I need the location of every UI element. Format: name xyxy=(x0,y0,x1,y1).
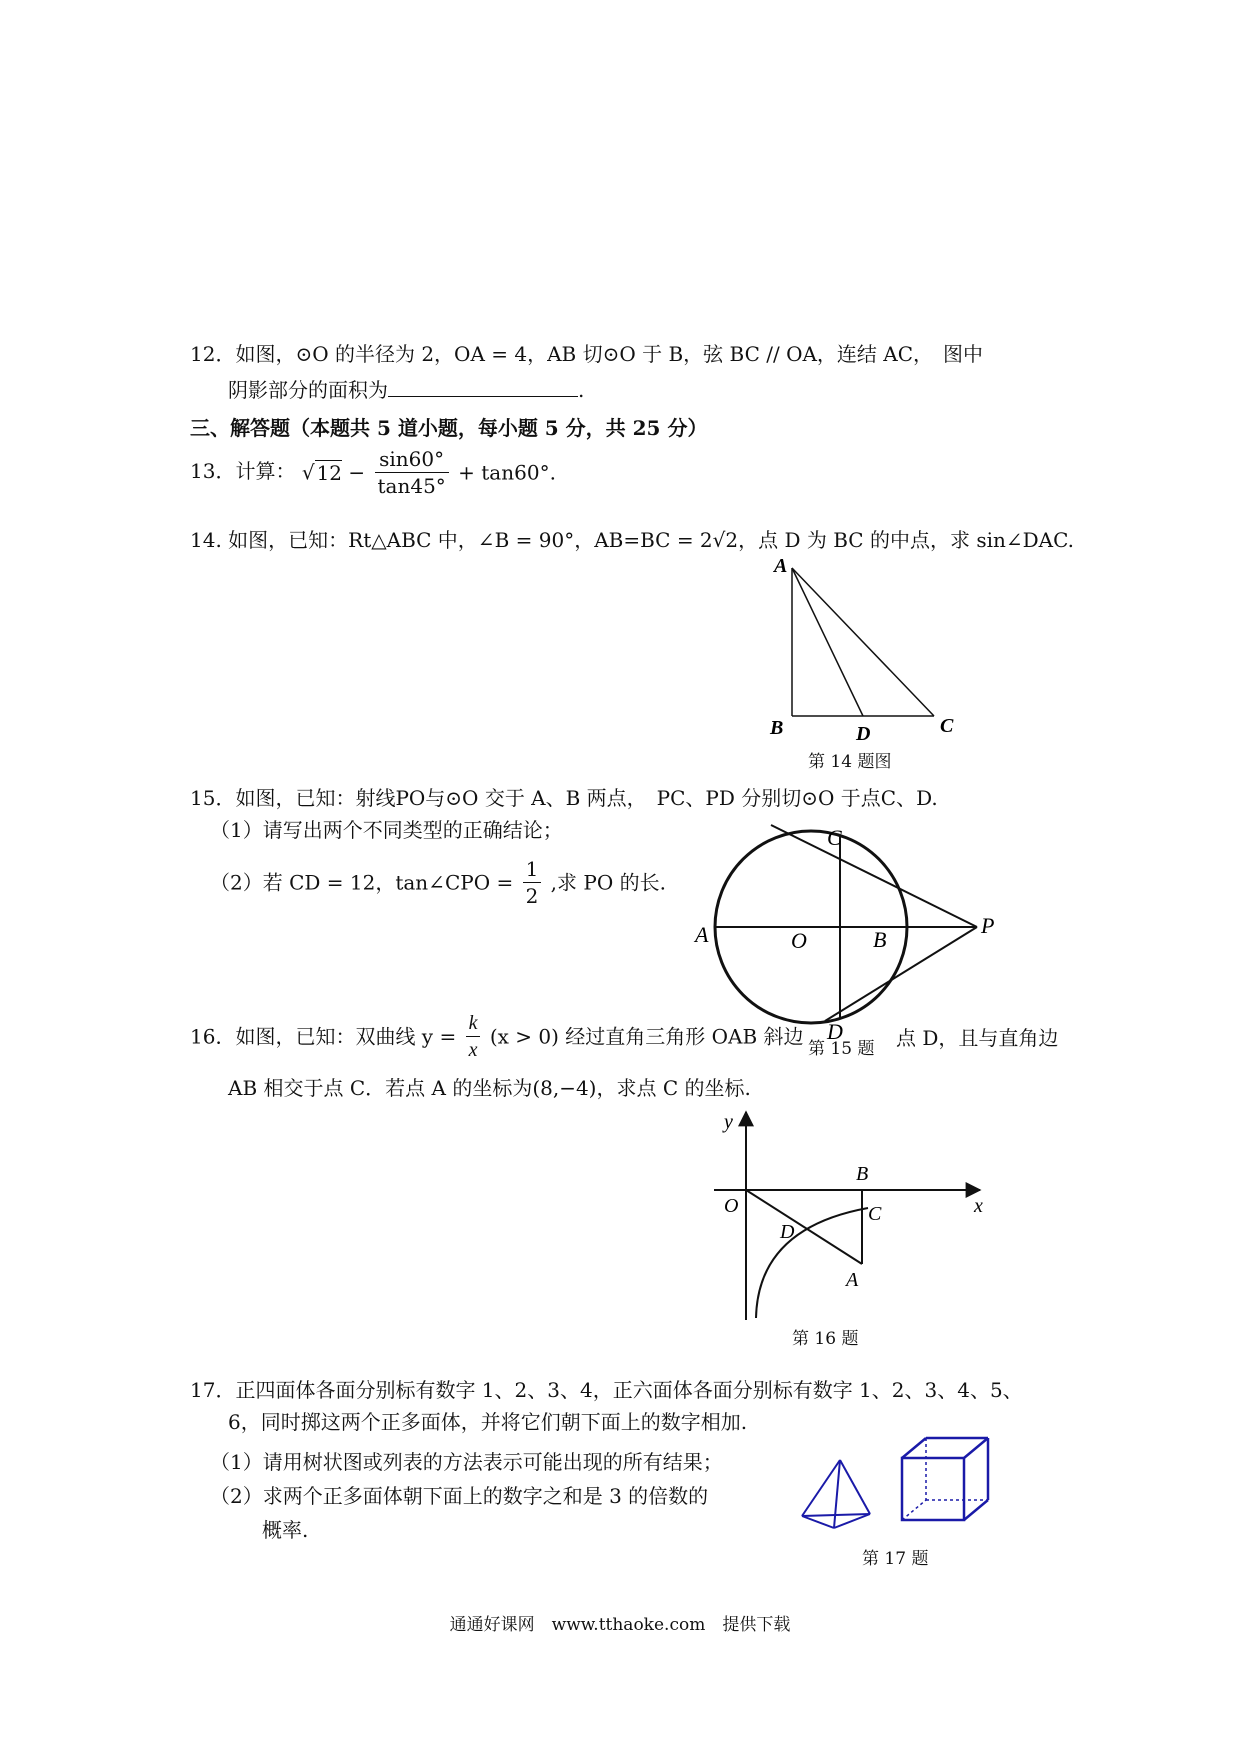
q16-fraction xyxy=(466,1010,481,1063)
cube-edge xyxy=(902,1438,926,1458)
q13-frac-den: tan45° xyxy=(377,474,446,498)
q15-label-C: C xyxy=(827,825,842,850)
q16-line1 xyxy=(190,1010,804,1063)
q13-expression: 13．计算： √ 12 − $\frac{\sin 60^\circ}{\tan 45^\circ}$ + tan60°. xyxy=(190,447,556,498)
q17-line4: （2）求两个正多面体朝下面上的数字之和是 3 的倍数的 xyxy=(210,1484,709,1508)
q15-line2: （1）请写出两个不同类型的正确结论； xyxy=(210,818,563,842)
q15-fraction xyxy=(523,856,542,909)
q16-frac-num: k xyxy=(466,1010,481,1037)
q16-line2: AB 相交于点 C．若点 A 的坐标为(8,−4)，求点 C 的坐标. xyxy=(228,1076,751,1100)
q14-caption: 第 14 题图 xyxy=(808,752,892,772)
q15-line1: 15．如图，已知：射线PO与⊙O 交于 A、B 两点， PC、PD 分别切⊙O 于点C、D. xyxy=(190,786,938,810)
q17-line5: 概率. xyxy=(262,1518,309,1542)
q15-label-A: A xyxy=(695,922,709,947)
q16-label-y: y xyxy=(724,1111,733,1133)
q15-label-O: O xyxy=(791,928,807,953)
q17-line1: 17．正四面体各面分别标有数字 1、2、3、4，正六面体各面分别标有数字 1、2、3、4、5、 xyxy=(190,1378,1023,1402)
q16-frac-den: x xyxy=(468,1039,478,1061)
q16-line1-prefix: 16．如图，已知：双曲线 y = xyxy=(190,1024,457,1049)
q12-line2-text: 阴影部分的面积为 xyxy=(228,378,388,402)
q14-side-AC xyxy=(792,568,934,716)
q15-tangent-PC xyxy=(771,825,977,927)
q14-figure xyxy=(760,555,980,745)
q17-cube xyxy=(900,1436,1000,1536)
q15-line3-suffix: ,求 PO 的长. xyxy=(550,870,666,895)
section3-title: 三、解答题（本题共 5 道小题，每小题 5 分，共 25 分） xyxy=(190,416,708,440)
q15-tangent-PD xyxy=(825,927,977,1021)
q15-frac-num: 1 xyxy=(523,856,542,883)
q17-tetrahedron xyxy=(798,1456,878,1536)
cube-hidden-edge xyxy=(902,1500,926,1520)
q14-segment-AD xyxy=(792,568,863,716)
q16-label-C: C xyxy=(868,1203,882,1225)
q14-label-D: D xyxy=(856,723,871,745)
q16-label-O: O xyxy=(724,1195,739,1217)
q16-line1-suffix: 点 D，且与直角边 xyxy=(896,1026,1059,1050)
tetra-edge xyxy=(802,1460,840,1516)
q12-line2: 阴影部分的面积为 . xyxy=(228,378,585,402)
q13-sqrt-arg: 12 xyxy=(316,460,343,485)
q14-label-B: B xyxy=(770,717,784,739)
q13-frac-num: sin60° xyxy=(375,446,449,473)
q13-fraction xyxy=(375,446,449,499)
q13-sqrt: √ 12 xyxy=(301,460,343,485)
q15-line3-prefix: （2）若 CD = 12，tan∠CPO = xyxy=(210,870,514,895)
cube-edge xyxy=(964,1500,988,1520)
q16-hyperbola xyxy=(756,1208,868,1318)
q14-label-A: A xyxy=(774,555,788,577)
q16-label-x: x xyxy=(974,1195,983,1217)
q15-line3 xyxy=(210,856,666,909)
q14-label-C: C xyxy=(940,715,954,737)
q15-caption: 第 15 题 xyxy=(808,1039,875,1059)
cube-front-face xyxy=(902,1458,964,1520)
cube-edge xyxy=(964,1438,988,1458)
q17-line2: 6，同时掷这两个正多面体，并将它们朝下面上的数字相加. xyxy=(228,1410,748,1434)
tetra-edge xyxy=(802,1516,834,1528)
tetra-edge xyxy=(840,1460,870,1514)
q16-label-A: A xyxy=(846,1269,859,1291)
q14-text: 14. 如图，已知：Rt△ABC 中，∠B = 90°，AB=BC = 2√2，点 D 为 BC 的中点，求 sin∠DAC. xyxy=(190,528,1075,552)
q15-frac-den: 2 xyxy=(525,884,539,908)
q15-label-B: B xyxy=(873,927,887,952)
q15-label-P: P xyxy=(981,913,995,938)
q13-suffix: + tan60°. xyxy=(458,460,556,485)
q16-caption: 第 16 题 xyxy=(792,1329,859,1349)
q12-line1: 12．如图，⊙O 的半径为 2，OA = 4，AB 切⊙O 于 B，弦 BC // OA，连结 AC， 图中 xyxy=(190,342,984,366)
tetra-edge xyxy=(834,1514,870,1528)
q17-caption: 第 17 题 xyxy=(862,1549,929,1569)
q13-prefix: 13．计算： xyxy=(190,459,296,483)
q16-label-D: D xyxy=(780,1221,795,1243)
tetra-edge xyxy=(834,1460,840,1528)
answer-blank xyxy=(388,378,578,397)
q16-figure xyxy=(710,1108,1010,1318)
q16-line1-mid: (x > 0) 经过直角三角形 OAB 斜边 xyxy=(489,1024,804,1049)
q17-line3: （1）请用树状图或列表的方法表示可能出现的所有结果； xyxy=(210,1450,723,1474)
q15-label-D: D xyxy=(827,1019,843,1044)
page-footer: 通通好课网 www.tthaoke.com 提供下载 xyxy=(449,1615,791,1635)
q16-hypotenuse-OA xyxy=(746,1190,862,1264)
q16-label-B: B xyxy=(856,1163,869,1185)
